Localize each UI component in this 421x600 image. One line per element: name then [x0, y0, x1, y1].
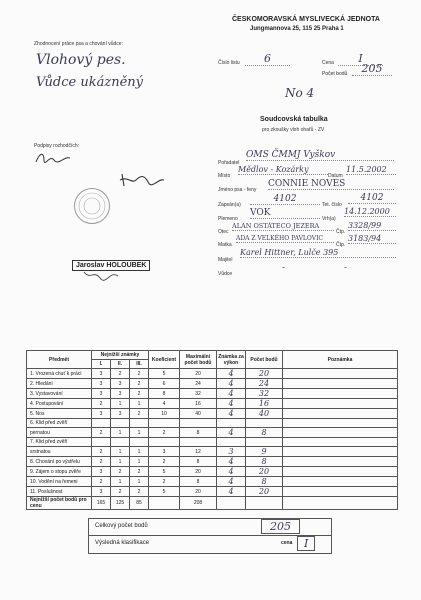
otec-cp-label: Čtp. — [336, 229, 346, 235]
th-koef: Koeficient — [149, 351, 180, 369]
judge-name-stamp: Jaroslav HOLOUBEK — [72, 260, 150, 271]
cell-subject: 6. Klid před zvěří — [27, 419, 92, 428]
cell-grade: 4 — [217, 399, 246, 409]
cell-subject: srstnatou — [27, 447, 92, 457]
cell-min-ii: 1 — [111, 477, 130, 487]
cell-min-ii: 1 — [111, 428, 130, 438]
zhodnoceni-line2: Vůdce ukázněný — [36, 75, 143, 90]
cell-subject: 7. Klid před zvěří — [27, 438, 92, 447]
otec-cp-value: 3328/99 — [348, 221, 396, 231]
summary-divider — [89, 535, 331, 536]
matka-cp-label: Čtp. — [336, 242, 346, 248]
cell-min-i: 3 — [92, 487, 111, 497]
cell-min-iii: 1 — [130, 477, 149, 487]
matka-label: Matka — [218, 242, 232, 248]
cell-note — [283, 369, 398, 379]
plemeno-label: Plemeno — [218, 216, 238, 222]
majitel-label: Majitel — [218, 257, 233, 263]
total-ii: 125 — [111, 497, 130, 510]
stamp-signature — [82, 268, 122, 282]
cell-points: 20 — [246, 487, 283, 497]
datum-label: Datum — [328, 173, 343, 179]
total-koef — [149, 497, 180, 510]
poradatel-value: OMS ČMMJ Vyškov — [246, 150, 394, 161]
cell-subject: 1. Vrozená chuť k práci — [27, 369, 92, 379]
cell-koeficient: 2 — [149, 428, 180, 438]
cell-koeficient: 3 — [149, 447, 180, 457]
cell-min-ii: 2 — [111, 487, 130, 497]
cell-grade: 4 — [217, 467, 246, 477]
total-pocet — [246, 497, 283, 510]
cell-note — [283, 477, 398, 487]
cell-min-iii — [130, 438, 149, 447]
majitel-value: Karel Hittner, Lulče 395 — [240, 248, 396, 258]
header-address: Jungmannova 25, 115 25 Praha 1 — [250, 26, 344, 32]
th-znamky: Nejnižší známky — [92, 351, 149, 360]
cell-grade: 4 — [217, 409, 246, 419]
cell-min-i: 2 — [92, 477, 111, 487]
th-ii: II. — [111, 360, 130, 369]
cell-min-ii — [111, 419, 130, 428]
th-poznamka: Poznámka — [283, 351, 398, 369]
zapsan-label: Zapsán(a) — [218, 202, 241, 208]
handwritten-note: No 4 — [285, 86, 315, 100]
cell-subject: 3. Vystavování — [27, 389, 92, 399]
table-row — [27, 447, 398, 457]
cell-min-iii: 2 — [130, 409, 149, 419]
cell-points — [246, 419, 283, 428]
cell-max-points: 8 — [180, 457, 217, 467]
table-row — [27, 428, 398, 438]
table-row — [27, 409, 398, 419]
cell-grade: 3 — [217, 447, 246, 457]
cell-min-i: 2 — [92, 428, 111, 438]
cell-subject: 5. Nos — [27, 409, 92, 419]
cell-points: 20 — [246, 467, 283, 477]
cell-max-points: 20 — [180, 487, 217, 497]
cell-min-i: 2 — [92, 399, 111, 409]
total-znamka — [217, 497, 246, 510]
cell-subject: 11. Poslušnost — [27, 487, 92, 497]
matka-value: ADA Z VELKÉHO PAVLOVIC — [236, 235, 334, 243]
total-row — [27, 497, 398, 510]
pocet-bodu-label: Počet bodů — [322, 71, 348, 77]
score-table — [26, 350, 398, 510]
vudce-label: Vůdce — [218, 271, 233, 277]
otec-value: ALAN OSTÁTECO JEZERA — [232, 222, 334, 231]
vrh-value: 14.12.2000 — [344, 207, 396, 217]
cell-min-ii: 3 — [111, 409, 130, 419]
vudce-value-1: - — [282, 263, 286, 273]
cell-max-points — [180, 419, 217, 428]
cell-min-ii: 1 — [111, 447, 130, 457]
cell-min-ii: 2 — [111, 369, 130, 379]
cell-note — [283, 409, 398, 419]
cell-points: 20 — [246, 369, 283, 379]
table-row — [27, 477, 398, 487]
cell-note — [283, 467, 398, 477]
cell-koeficient — [149, 419, 180, 428]
header-org: ČESKOMORAVSKÁ MYSLIVECKÁ JEDNOTA — [232, 16, 380, 23]
pocet-bodu-value: 205 — [352, 62, 392, 76]
cell-points — [246, 438, 283, 447]
cell-min-iii: 1 — [130, 428, 149, 438]
cell-min-iii: 1 — [130, 457, 149, 467]
cell-max-points: 8 — [180, 428, 217, 438]
cell-max-points: 32 — [180, 389, 217, 399]
th-i: I. — [92, 360, 111, 369]
cell-koeficient — [149, 438, 180, 447]
cell-koeficient: 8 — [149, 389, 180, 399]
cell-koeficient: 5 — [149, 467, 180, 477]
total-name: Nejnižší počet bodů pro cenu — [27, 497, 92, 510]
jmeno-label: Jméno psa - feny — [218, 187, 257, 193]
cell-max-points: 20 — [180, 369, 217, 379]
signature-1 — [34, 150, 74, 166]
total-max: 208 — [180, 497, 217, 510]
form-title: Soudcovská tabulka — [260, 116, 328, 123]
cell-koeficient: 2 — [149, 457, 180, 467]
cell-grade: 4 — [217, 457, 246, 467]
cell-subject: pernatou — [27, 428, 92, 438]
total-i: 165 — [92, 497, 111, 510]
cell-koeficient: 2 — [149, 477, 180, 487]
cell-min-iii: 1 — [130, 399, 149, 409]
cell-grade: 4 — [217, 389, 246, 399]
summary-box — [88, 518, 332, 554]
cena-final-label: cena — [281, 540, 293, 546]
cell-points: 32 — [246, 389, 283, 399]
podpisy-label: Podpisy rozhodčích: — [34, 143, 80, 149]
datum-value: 11.5.2002 — [346, 165, 396, 175]
cell-min-ii — [111, 438, 130, 447]
cell-note — [283, 438, 398, 447]
cell-min-iii: 1 — [130, 447, 149, 457]
cell-koeficient: 5 — [149, 369, 180, 379]
cell-min-i: 2 — [92, 447, 111, 457]
round-stamp — [74, 188, 110, 224]
plemeno-value: VOK — [250, 208, 320, 219]
cell-note — [283, 389, 398, 399]
tet-label: Tet. číslo — [322, 202, 342, 208]
table-row — [27, 379, 398, 389]
table-row — [27, 487, 398, 497]
cell-points: 8 — [246, 428, 283, 438]
cell-min-ii: 3 — [111, 389, 130, 399]
cell-grade: 4 — [217, 477, 246, 487]
cislo-listu-value: 6 — [245, 52, 290, 66]
th-predmet: Předmět — [27, 351, 92, 369]
celkovy-label: Celkový počet bodů — [95, 523, 148, 529]
cell-max-points: 20 — [180, 467, 217, 477]
cell-min-i: 3 — [92, 369, 111, 379]
cell-grade: 4 — [217, 428, 246, 438]
cell-min-i: 3 — [92, 389, 111, 399]
cell-min-iii: 2 — [130, 467, 149, 477]
cell-subject: 2. Hledání — [27, 379, 92, 389]
cell-max-points: 12 — [180, 447, 217, 457]
jmeno-value: CONNIE NOVES — [268, 179, 394, 190]
zhodnoceni-line1: Vlohový pes. — [36, 52, 126, 68]
cell-min-ii: 1 — [111, 457, 130, 467]
table-row — [27, 467, 398, 477]
cell-note — [283, 457, 398, 467]
th-iii: III. — [130, 360, 149, 369]
cell-min-i: 3 — [92, 379, 111, 389]
cell-note — [283, 487, 398, 497]
poradatel-label: Pořadatel — [218, 160, 240, 166]
th-znamka: Známka za výkon — [217, 351, 246, 369]
cell-grade: 4 — [217, 379, 246, 389]
cell-note — [283, 399, 398, 409]
cell-note — [283, 379, 398, 389]
cell-note — [283, 447, 398, 457]
cell-note — [283, 419, 398, 428]
cena-final-value: I — [297, 536, 315, 551]
cell-grade — [217, 419, 246, 428]
vrh-label: Vrh(a) — [322, 216, 336, 222]
cell-points: 40 — [246, 409, 283, 419]
vudce-value-2: - — [344, 263, 348, 273]
cell-note — [283, 428, 398, 438]
cell-min-iii: 2 — [130, 379, 149, 389]
cell-min-i: 2 — [92, 457, 111, 467]
cell-koeficient: 6 — [149, 379, 180, 389]
cell-grade: 4 — [217, 369, 246, 379]
cell-grade — [217, 438, 246, 447]
cell-max-points: 16 — [180, 399, 217, 409]
table-row — [27, 399, 398, 409]
misto-label: Místo — [218, 173, 231, 179]
cell-min-iii: 2 — [130, 389, 149, 399]
misto-value: Mědlov - Kozárky — [238, 165, 328, 175]
table-row — [27, 419, 398, 428]
cell-subject: 4. Postupování — [27, 399, 92, 409]
cell-subject: 8. Chování po výstřelu — [27, 457, 92, 467]
cell-koeficient: 4 — [149, 399, 180, 409]
table-row — [27, 369, 398, 379]
total-poznamka — [283, 497, 398, 510]
cena-value: I — [338, 52, 383, 66]
cell-min-ii: 2 — [111, 467, 130, 477]
cell-points: 16 — [246, 399, 283, 409]
cell-min-iii — [130, 419, 149, 428]
cell-points: 8 — [246, 457, 283, 467]
signature-2 — [118, 170, 166, 190]
otec-label: Otec — [218, 229, 229, 235]
th-max: Maximální počet bodů — [180, 351, 217, 369]
cell-min-i — [92, 438, 111, 447]
cell-koeficient: 5 — [149, 487, 180, 497]
cell-max-points — [180, 438, 217, 447]
cell-min-ii: 3 — [111, 379, 130, 389]
matka-cp-value: 3183/94 — [348, 234, 396, 244]
cell-min-iii: 2 — [130, 487, 149, 497]
cell-max-points: 8 — [180, 477, 217, 487]
form-subtitle: pro zkoušky vloh ohařů - ZV — [262, 127, 325, 133]
table-row — [27, 457, 398, 467]
cell-min-i: 3 — [92, 409, 111, 419]
round-stamp-icon — [77, 191, 107, 221]
cena-label: Cena — [322, 60, 334, 66]
cell-min-i — [92, 419, 111, 428]
cell-subject: 10. Vodění na řemeni — [27, 477, 92, 487]
tet-value: 4102 — [348, 193, 396, 204]
cell-min-iii: 2 — [130, 369, 149, 379]
cislo-listu-label: Číslo listu — [218, 60, 240, 66]
cell-grade: 4 — [217, 487, 246, 497]
cell-max-points: 24 — [180, 379, 217, 389]
cell-max-points: 40 — [180, 409, 217, 419]
table-row — [27, 389, 398, 399]
th-pocet: Počet bodů — [246, 351, 283, 369]
cell-points: 8 — [246, 477, 283, 487]
cell-subject: 9. Zájem o stopu zvěře — [27, 467, 92, 477]
cell-points: 9 — [246, 447, 283, 457]
table-row — [27, 438, 398, 447]
total-iii: 85 — [130, 497, 149, 510]
cell-min-i: 3 — [92, 467, 111, 477]
celkovy-value: 205 — [261, 519, 300, 534]
cell-points: 24 — [246, 379, 283, 389]
cell-min-ii: 1 — [111, 399, 130, 409]
vysledna-label: Výsledná klasifikace — [95, 540, 150, 546]
zapsan-value: 4102 — [250, 194, 320, 205]
cell-koeficient: 10 — [149, 409, 180, 419]
zhodnoceni-label: Zhodnocení práce psa a chování vůdce: — [34, 41, 123, 47]
